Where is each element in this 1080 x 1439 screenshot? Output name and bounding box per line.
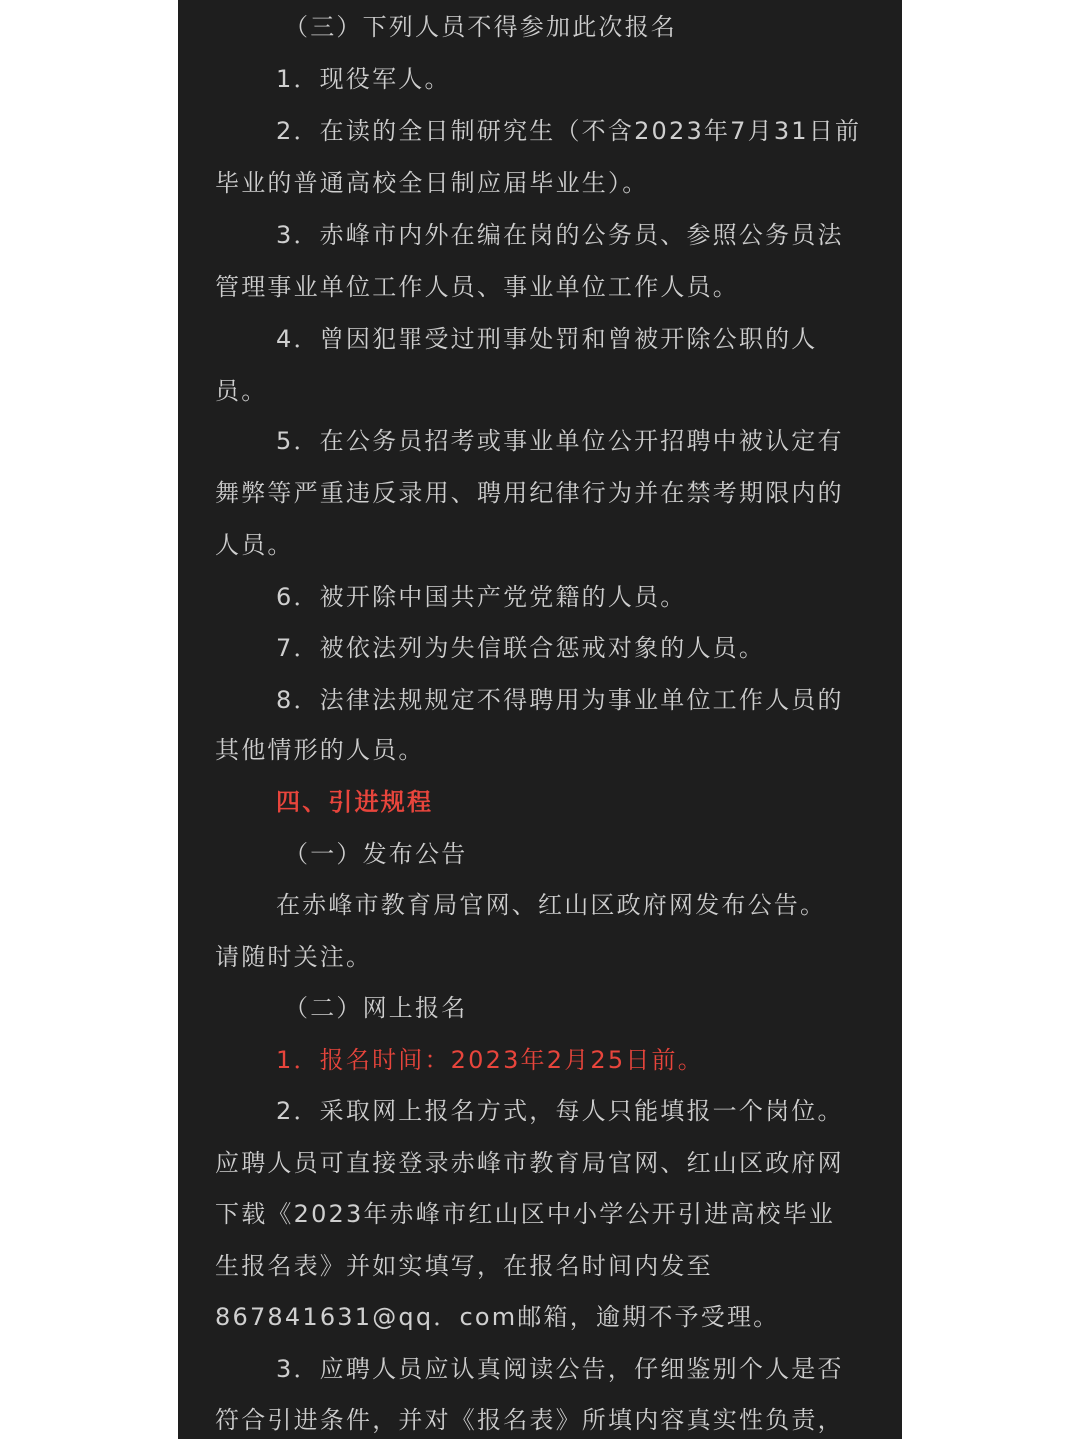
paragraph-line: 舞弊等严重违反录用、聘用纪律行为并在禁考期限内的 — [215, 479, 844, 507]
paragraph-line: 员。 — [215, 377, 268, 405]
paragraph-line: 4．曾因犯罪受过刑事处罚和曾被开除公职的人 — [276, 325, 818, 353]
subheading-1: （一）发布公告 — [284, 840, 468, 868]
paragraph-line: 符合引进条件，并对《报名表》所填内容真实性负责， — [215, 1406, 844, 1434]
subheading-2: （二）网上报名 — [284, 994, 468, 1022]
paragraph-line: 生报名表》并如实填写，在报名时间内发至 — [215, 1252, 713, 1280]
paragraph-line: 2．在读的全日制研究生（不含2023年7月31日前 — [276, 117, 862, 145]
paragraph-line: 3．赤峰市内外在编在岗的公务员、参照公务员法 — [276, 221, 844, 249]
paragraph-line: 毕业的普通高校全日制应届毕业生）。 — [215, 169, 649, 197]
paragraph-line: 7．被依法列为失信联合惩戒对象的人员。 — [276, 634, 766, 662]
paragraph-line: 下载《2023年赤峰市红山区中小学公开引进高校毕业 — [215, 1200, 836, 1228]
paragraph-line: 8．法律法规规定不得聘用为事业单位工作人员的 — [276, 686, 844, 714]
paragraph-line: 应聘人员可直接登录赤峰市教育局官网、红山区政府网 — [215, 1149, 844, 1177]
paragraph-line: 其他情形的人员。 — [215, 736, 425, 764]
subheading-3: （三）下列人员不得参加此次报名 — [284, 13, 677, 41]
paragraph-line: 1．现役军人。 — [276, 65, 451, 93]
document-panel — [178, 0, 902, 1439]
section-heading-4: 四、引进规程 — [276, 788, 434, 816]
paragraph-line: 5．在公务员招考或事业单位公开招聘中被认定有 — [276, 427, 844, 455]
paragraph-line: 6．被开除中国共产党党籍的人员。 — [276, 583, 687, 611]
registration-deadline: 1．报名时间：2023年2月25日前。 — [276, 1046, 704, 1074]
email-line: 867841631@qq．com邮箱，逾期不予受理。 — [215, 1303, 780, 1331]
paragraph-line: 3．应聘人员应认真阅读公告，仔细鉴别个人是否 — [276, 1355, 844, 1383]
paragraph-line: 2．采取网上报名方式，每人只能填报一个岗位。 — [276, 1097, 844, 1125]
paragraph-line: 人员。 — [215, 531, 294, 559]
paragraph-line: 管理事业单位工作人员、事业单位工作人员。 — [215, 273, 739, 301]
paragraph-line: 在赤峰市教育局官网、红山区政府网发布公告。 — [276, 891, 827, 919]
paragraph-line: 请随时关注。 — [215, 943, 373, 971]
